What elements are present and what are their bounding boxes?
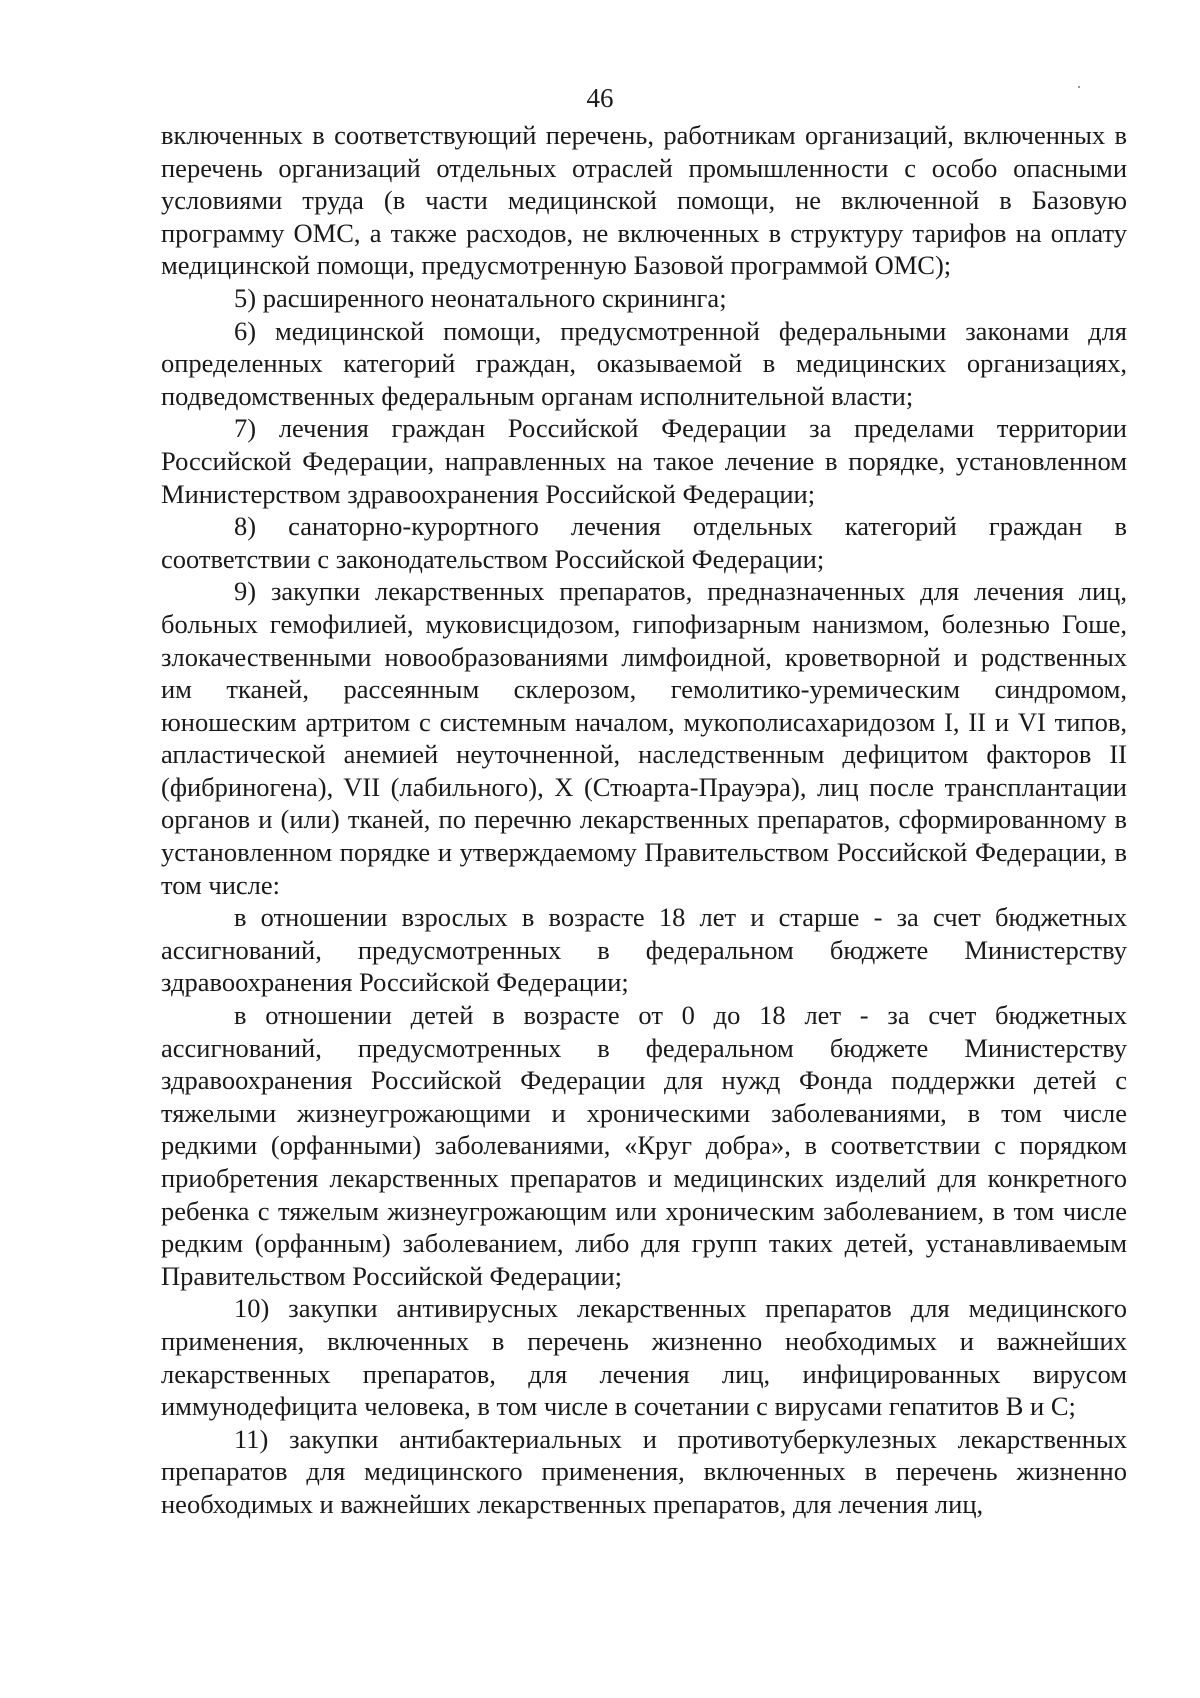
- paragraph-item-5: 5) расширенного неонатального скрининга;: [234, 282, 727, 313]
- paragraph-adults: в отношении взрослых в возрасте 18 лет и старше - за счет бюджетных ассигнований, предусмотренных в федеральном бюджете Министерству здравоохранения Российской Федерации;: [161, 902, 1127, 998]
- paragraph-item-6: 6) медицинской помощи, предусмотренной федеральными законами для определенных категорий граждан, оказываемой в медицинских организациях, подведомственных федеральным органам исполнительной власти;: [161, 315, 1127, 411]
- paragraph-item-9: 9) закупки лекарственных препаратов, предназначенных для лечения лиц, больных гемофилией, муковисцидозом, гипофизарным нанизмом, болезнью Гоше, злокачественными новообразованиями лимфоидной, кроветворной и родственных им тканей, рассеянным склерозом, гемолитико-уремическим синдромом, юношеским артритом с системным началом, мукополисахаридозом I, II и VI типов, апластической анемией неуточненной, наследственным дефицитом факторов II (фибриногена), VII (лабильного), X (Стюарта-Прауэра), лиц после трансплантации органов и (или) тканей, по перечню лекарственных препаратов, сформированному в установленном порядке и утверждаемому Правительством Российской Федерации, в том числе:: [161, 576, 1127, 900]
- page-number: 46: [586, 83, 614, 113]
- paragraph-item-10: 10) закупки антивирусных лекарственных препаратов для медицинского применения, включенных в перечень жизненно необходимых и важнейших лекарственных препаратов, для лечения лиц, инфицированных вирусом иммунодефицита человека, в том числе в сочетании с вирусами гепатитов B и C;: [161, 1293, 1127, 1422]
- paragraph-item-11: 11) закупки антибактериальных и противотуберкулезных лекарственных препаратов для медицинского применения, включенных в перечень жизненно необходимых и важнейших лекарственных препаратов, для лечения лиц,: [161, 1423, 1127, 1519]
- paragraph-item-8: 8) санаторно-курортного лечения отдельных категорий граждан в соответствии с законодательством Российской Федерации;: [161, 511, 1127, 574]
- paragraph-item-7: 7) лечения граждан Российской Федерации за пределами территории Российской Федерации, направленных на такое лечение в порядке, установленном Министерством здравоохранения Российской Федерации;: [161, 413, 1127, 509]
- paragraph-children: в отношении детей в возрасте от 0 до 18 лет - за счет бюджетных ассигнований, предусмотренных в федеральном бюджете Министерству здравоохранения Российской Федерации для нужд Фонда поддержки детей с тяжелыми жизнеугрожающими и хроническими заболеваниями, в том числе редкими (орфанными) заболеваниями, «Круг добра», в соответствии с порядком приобретения лекарственных препаратов и медицинских изделий для конкретного ребенка с тяжелым жизнеугрожающим или хроническим заболеванием, в том числе редким (орфанным) заболеванием, либо для групп таких детей, устанавливаемым Правительством Российской Федерации;: [161, 1000, 1127, 1291]
- document-body: [161, 119, 1127, 1521]
- paragraph-continuation: включенных в соответствующий перечень, работникам организаций, включенных в перечень организаций отдельных отраслей промышленности с особо опасными условиями труда (в части медицинской помощи, не включенной в Базовую программу ОМС, а также расходов, не включенных в структуру тарифов на оплату медицинской помощи, предусмотренную Базовой программой ОМС);: [161, 120, 1127, 281]
